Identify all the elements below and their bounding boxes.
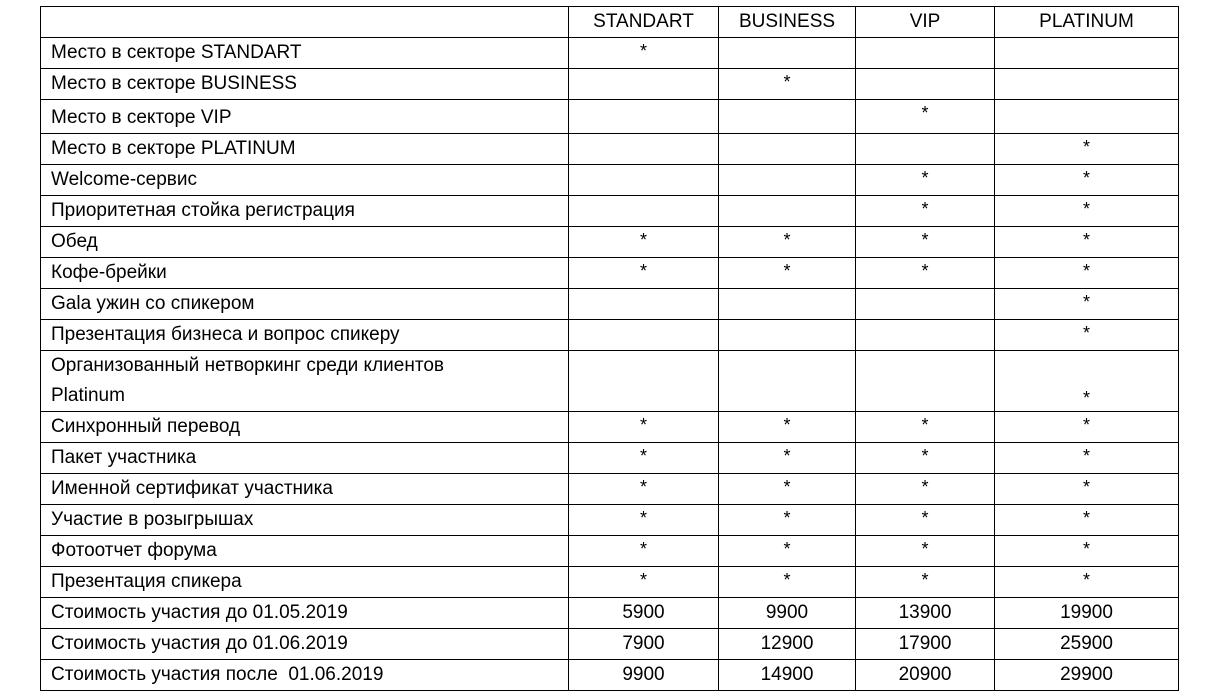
feature-mark-vip: *	[856, 196, 995, 227]
feature-mark-business	[719, 320, 856, 351]
feature-mark-standart: *	[569, 567, 719, 598]
feature-mark-standart	[569, 351, 719, 412]
feature-mark-platinum: *	[995, 289, 1179, 320]
feature-mark-vip: *	[856, 258, 995, 289]
feature-label-line-2: Platinum	[51, 385, 125, 406]
feature-label: Место в секторе BUSINESS	[41, 69, 569, 100]
feature-mark-business	[719, 165, 856, 196]
feature-mark-platinum: *	[995, 320, 1179, 351]
header-plan-platinum: PLATINUM	[995, 7, 1179, 38]
feature-mark-standart: *	[569, 536, 719, 567]
price-row	[41, 660, 1179, 691]
feature-row	[41, 69, 1179, 100]
feature-mark-standart	[569, 165, 719, 196]
feature-mark-business	[719, 134, 856, 165]
price-platinum: 25900	[995, 629, 1179, 660]
feature-mark-vip	[856, 38, 995, 69]
feature-mark-vip: *	[856, 227, 995, 258]
feature-row	[41, 320, 1179, 351]
feature-mark-platinum: *	[995, 258, 1179, 289]
feature-label-multiline	[41, 351, 569, 412]
feature-mark-vip: *	[856, 443, 995, 474]
feature-mark-platinum: *	[995, 134, 1179, 165]
feature-mark-platinum: *	[995, 443, 1179, 474]
header-plan-business: BUSINESS	[719, 7, 856, 38]
feature-row	[41, 412, 1179, 443]
feature-row	[41, 165, 1179, 196]
price-row	[41, 598, 1179, 629]
feature-mark-platinum: *	[995, 567, 1179, 598]
feature-label: Участие в розыгрышах	[41, 505, 569, 536]
price-vip: 13900	[856, 598, 995, 629]
feature-label: Место в секторе VIP	[41, 100, 569, 134]
price-label: Стоимость участия после 01.06.2019	[41, 660, 569, 691]
price-standart: 7900	[569, 629, 719, 660]
feature-mark-standart: *	[569, 443, 719, 474]
feature-mark-vip	[856, 69, 995, 100]
feature-mark-business: *	[719, 536, 856, 567]
price-row	[41, 629, 1179, 660]
feature-mark-business	[719, 289, 856, 320]
feature-label: Презентация спикера	[41, 567, 569, 598]
feature-mark-vip: *	[856, 412, 995, 443]
feature-mark-platinum: *	[995, 196, 1179, 227]
feature-mark-standart: *	[569, 258, 719, 289]
feature-mark-platinum: *	[995, 536, 1179, 567]
feature-mark-business	[719, 351, 856, 412]
price-platinum: 29900	[995, 660, 1179, 691]
feature-mark-standart	[569, 289, 719, 320]
header-plan-vip: VIP	[856, 7, 995, 38]
feature-label: Презентация бизнеса и вопрос спикеру	[41, 320, 569, 351]
feature-row	[41, 567, 1179, 598]
feature-mark-vip	[856, 351, 995, 412]
feature-label: Пакет участника	[41, 443, 569, 474]
feature-mark-platinum	[995, 38, 1179, 69]
feature-label: Именной сертификат участника	[41, 474, 569, 505]
price-vip: 17900	[856, 629, 995, 660]
feature-mark-business	[719, 38, 856, 69]
feature-row	[41, 38, 1179, 69]
price-business: 9900	[719, 598, 856, 629]
feature-mark-business: *	[719, 227, 856, 258]
feature-mark-platinum	[995, 69, 1179, 100]
price-standart: 9900	[569, 660, 719, 691]
feature-row	[41, 258, 1179, 289]
feature-row	[41, 505, 1179, 536]
feature-label: Gala ужин со спикером	[41, 289, 569, 320]
feature-mark-business: *	[719, 69, 856, 100]
feature-mark-business: *	[719, 443, 856, 474]
feature-row	[41, 351, 1179, 412]
feature-row	[41, 227, 1179, 258]
price-label: Стоимость участия до 01.05.2019	[41, 598, 569, 629]
feature-mark-business: *	[719, 412, 856, 443]
feature-mark-platinum: *	[995, 474, 1179, 505]
feature-mark-platinum: *	[995, 351, 1179, 412]
feature-mark-vip: *	[856, 100, 995, 134]
feature-label: Место в секторе STANDART	[41, 38, 569, 69]
feature-mark-vip: *	[856, 474, 995, 505]
feature-mark-vip	[856, 289, 995, 320]
price-vip: 20900	[856, 660, 995, 691]
feature-row	[41, 443, 1179, 474]
feature-row	[41, 134, 1179, 165]
pricing-table	[40, 6, 1179, 691]
feature-row	[41, 100, 1179, 134]
feature-mark-business: *	[719, 474, 856, 505]
feature-mark-business: *	[719, 567, 856, 598]
feature-mark-business	[719, 100, 856, 134]
feature-mark-business: *	[719, 505, 856, 536]
feature-label: Обед	[41, 227, 569, 258]
header-corner-cell	[41, 7, 569, 38]
feature-mark-vip: *	[856, 536, 995, 567]
feature-mark-platinum: *	[995, 412, 1179, 443]
feature-mark-platinum: *	[995, 227, 1179, 258]
feature-mark-vip	[856, 134, 995, 165]
feature-mark-business	[719, 196, 856, 227]
feature-label: Место в секторе PLATINUM	[41, 134, 569, 165]
feature-mark-standart: *	[569, 38, 719, 69]
feature-mark-standart	[569, 196, 719, 227]
feature-label: Welcome-сервис	[41, 165, 569, 196]
feature-mark-vip: *	[856, 567, 995, 598]
price-business: 12900	[719, 629, 856, 660]
price-standart: 5900	[569, 598, 719, 629]
feature-label: Приоритетная стойка регистрация	[41, 196, 569, 227]
feature-row	[41, 474, 1179, 505]
feature-label-line-1: Организованный нетворкинг среди клиентов	[51, 355, 444, 376]
feature-label: Кофе-брейки	[41, 258, 569, 289]
feature-row	[41, 536, 1179, 567]
feature-mark-standart	[569, 100, 719, 134]
feature-mark-vip	[856, 320, 995, 351]
feature-mark-vip: *	[856, 165, 995, 196]
feature-row	[41, 196, 1179, 227]
price-business: 14900	[719, 660, 856, 691]
feature-mark-standart	[569, 134, 719, 165]
feature-mark-platinum: *	[995, 165, 1179, 196]
feature-mark-standart: *	[569, 227, 719, 258]
feature-label: Фотоотчет форума	[41, 536, 569, 567]
price-label: Стоимость участия до 01.06.2019	[41, 629, 569, 660]
feature-mark-business: *	[719, 258, 856, 289]
feature-mark-standart	[569, 69, 719, 100]
feature-row	[41, 289, 1179, 320]
feature-mark-platinum: *	[995, 505, 1179, 536]
feature-mark-vip: *	[856, 505, 995, 536]
feature-mark-standart: *	[569, 474, 719, 505]
feature-mark-standart	[569, 320, 719, 351]
feature-mark-standart: *	[569, 412, 719, 443]
feature-label: Синхронный перевод	[41, 412, 569, 443]
feature-mark-standart: *	[569, 505, 719, 536]
header-row	[41, 7, 1179, 38]
header-plan-standart: STANDART	[569, 7, 719, 38]
feature-mark-platinum	[995, 100, 1179, 134]
price-platinum: 19900	[995, 598, 1179, 629]
